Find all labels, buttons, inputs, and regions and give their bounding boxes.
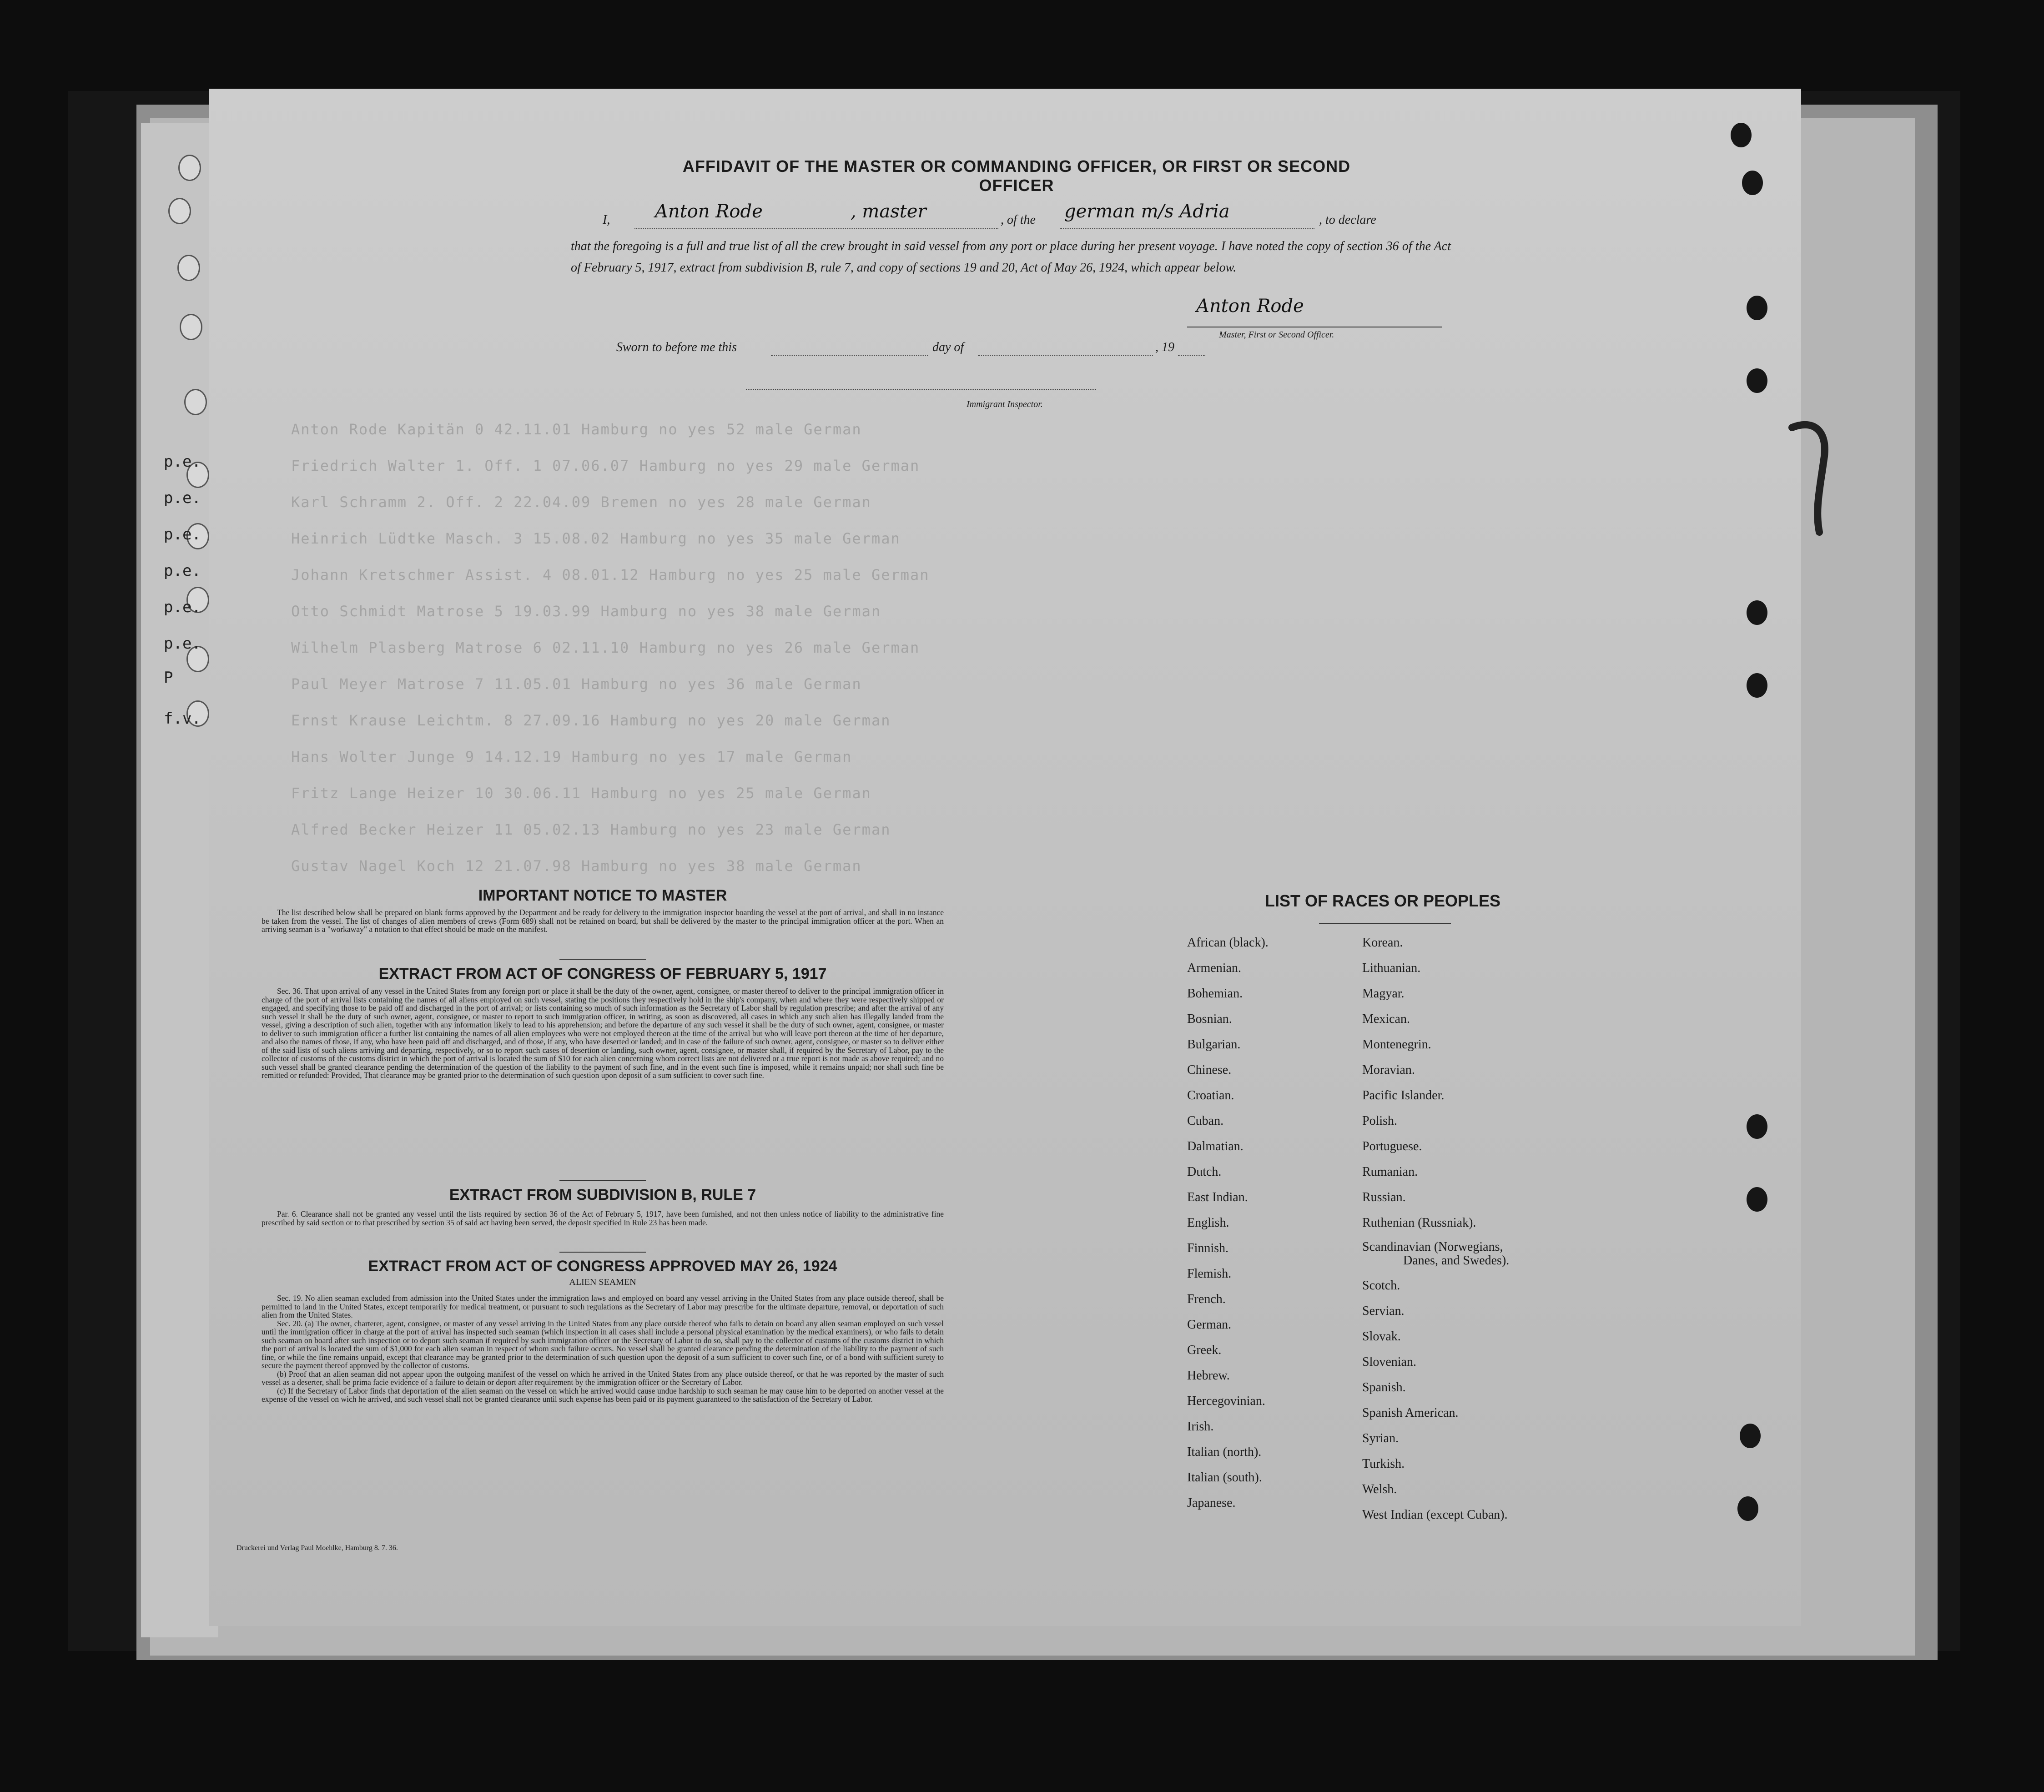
- bleed-row: Gustav Nagel Koch 12 21.07.98 Hamburg no yes 38 male German: [291, 857, 862, 875]
- race-item: Japanese.: [1187, 1496, 1236, 1510]
- sworn-year-line: [1178, 355, 1205, 356]
- race-item: Dalmatian.: [1187, 1139, 1244, 1153]
- race-item: Slovenian.: [1362, 1355, 1416, 1369]
- sworn-day-line: [771, 355, 928, 356]
- race-item: Ruthenian (Russniak).: [1362, 1216, 1476, 1230]
- race-item: French.: [1187, 1292, 1226, 1306]
- race-item: Bosnian.: [1187, 1012, 1232, 1026]
- extract-1924-title: EXTRACT FROM ACT OF CONGRESS APPROVED MAY 26, 1924: [368, 1258, 837, 1275]
- strip-code: p.e.: [164, 489, 201, 507]
- rank-handwritten: , master: [851, 201, 926, 222]
- vessel-name-handwritten: german m/s Adria: [1064, 201, 1230, 222]
- race-item: Spanish American.: [1362, 1406, 1459, 1420]
- bleed-row: Friedrich Walter 1. Off. 1 07.06.07 Hamburg no yes 29 male German: [291, 457, 920, 474]
- strip-code: p.e.: [164, 598, 201, 616]
- race-item: Cuban.: [1187, 1114, 1224, 1128]
- notice-title: IMPORTANT NOTICE TO MASTER: [478, 887, 727, 904]
- to-declare-label: , to declare: [1319, 213, 1376, 227]
- race-item: Irish.: [1187, 1420, 1214, 1434]
- bleed-row: Ernst Krause Leichtm. 8 27.09.16 Hamburg no yes 20 male German: [291, 712, 891, 729]
- day-of-label: day of: [932, 340, 964, 354]
- race-item: Portuguese.: [1362, 1139, 1422, 1153]
- vessel-dotted-line: [1060, 228, 1314, 229]
- strip-code: f.v.: [164, 710, 201, 728]
- race-item: Croatian.: [1187, 1088, 1234, 1102]
- left-binding-strip: [141, 123, 218, 1637]
- race-item: Russian.: [1362, 1190, 1406, 1204]
- master-officer-label: Master, First or Second Officer.: [1219, 330, 1334, 340]
- race-item: Rumanian.: [1362, 1165, 1418, 1179]
- race-item: Chinese.: [1187, 1063, 1232, 1077]
- bleed-row: Paul Meyer Matrose 7 11.05.01 Hamburg no yes 36 male German: [291, 675, 862, 693]
- race-item: English.: [1187, 1216, 1229, 1230]
- affidavit-title: AFFIDAVIT OF THE MASTER OR COMMANDING OFFICER, OR FIRST OR SECOND OFFICER: [682, 157, 1351, 195]
- race-item: Greek.: [1187, 1343, 1222, 1357]
- race-item: Moravian.: [1362, 1063, 1415, 1077]
- race-item: West Indian (except Cuban).: [1362, 1508, 1508, 1522]
- race-item: Servian.: [1362, 1304, 1405, 1318]
- alien-seamen-subtitle: ALIEN SEAMEN: [569, 1277, 636, 1287]
- race-item: Armenian.: [1187, 961, 1241, 975]
- year-label: , 19: [1155, 340, 1174, 354]
- sworn-month-line: [978, 355, 1153, 356]
- race-item: Italian (south).: [1187, 1470, 1262, 1485]
- section-divider: [559, 1252, 646, 1253]
- race-item: Spanish.: [1362, 1380, 1406, 1394]
- strip-code: P: [164, 669, 173, 687]
- extract-1917-title: EXTRACT FROM ACT OF CONGRESS OF FEBRUARY 5, 1917: [378, 965, 827, 982]
- race-item: Dutch.: [1187, 1165, 1222, 1179]
- inspector-line: [746, 389, 1096, 390]
- name-dotted-line: [634, 228, 998, 229]
- race-item: Flemish.: [1187, 1267, 1232, 1281]
- race-item: Finnish.: [1187, 1241, 1229, 1255]
- race-item: Danes, and Swedes).: [1403, 1253, 1510, 1268]
- bleed-row: Karl Schramm 2. Off. 2 22.04.09 Bremen no yes 28 male German: [291, 493, 871, 511]
- section-divider: [559, 959, 646, 960]
- race-item: Hercegovinian.: [1187, 1394, 1265, 1408]
- bleed-row: Johann Kretschmer Assist. 4 08.01.12 Hamburg no yes 25 male German: [291, 566, 930, 584]
- races-column-1: [1187, 930, 1269, 1516]
- bleed-row: Fritz Lange Heizer 10 30.06.11 Hamburg no yes 25 male German: [291, 785, 871, 802]
- notice-text: The list described below shall be prepared on blank forms approved by the Department and be ready for delivery to the immigration inspector boarding the vessel at the port of arrival, and shall in no instance be taken from the vessel. The list of changes of alien members of crews (Form 689) shall not be retained on board, but shall be delivered by the master to the principal immigration officer at the port. When an arriving seaman is a "workaway" a notation to that effect should be made on the manifest.: [262, 908, 944, 934]
- strip-code: p.e.: [164, 453, 201, 471]
- ink-stroke-graphic: [1787, 418, 1842, 537]
- strip-code: p.e.: [164, 634, 201, 653]
- of-the-label: , of the: [1001, 213, 1036, 227]
- races-column-2: [1362, 930, 1509, 1528]
- race-item: Slovak.: [1362, 1329, 1401, 1344]
- bleed-row: Wilhelm Plasberg Matrose 6 02.11.10 Hamburg no yes 26 male German: [291, 639, 920, 656]
- race-item: Mexican.: [1362, 1012, 1410, 1026]
- bleed-row: Alfred Becker Heizer 11 05.02.13 Hamburg no yes 23 male German: [291, 821, 891, 838]
- bleed-row: Otto Schmidt Matrose 5 19.03.99 Hamburg no yes 38 male German: [291, 603, 881, 620]
- race-item: Korean.: [1362, 936, 1403, 950]
- race-item: Italian (north).: [1187, 1445, 1262, 1459]
- race-item: Montenegrin.: [1362, 1037, 1431, 1052]
- affidavit-body: that the foregoing is a full and true list of all the crew brought in said vessel from any port or place during her present voyage. I have noted the copy of section 36 of the Act of February 5, 1917, extract from subdivision B, rule 7, and copy of sections 19 and 20, Act of May 26, 1924, which appear below.: [571, 239, 1451, 275]
- inspector-label: Immigrant Inspector.: [967, 399, 1043, 409]
- strip-code: p.e.: [164, 562, 201, 580]
- race-item: Pacific Islander.: [1362, 1088, 1445, 1102]
- race-item: Bohemian.: [1187, 987, 1243, 1001]
- race-item: Hebrew.: [1187, 1369, 1230, 1383]
- strip-code: p.e.: [164, 525, 201, 544]
- races-divider: [1319, 923, 1451, 924]
- bleed-row: Heinrich Lüdtke Masch. 3 15.08.02 Hamburg no yes 35 male German: [291, 530, 901, 547]
- sworn-label: Sworn to before me this: [616, 340, 737, 354]
- race-item: Bulgarian.: [1187, 1037, 1241, 1052]
- race-item: Turkish.: [1362, 1457, 1405, 1471]
- race-item: Polish.: [1362, 1114, 1398, 1128]
- signature-handwritten: Anton Rode: [1196, 296, 1304, 317]
- race-item: African (black).: [1187, 936, 1269, 950]
- race-item: Welsh.: [1362, 1482, 1397, 1496]
- extract-1917-text: Sec. 36. That upon arrival of any vessel in the United States from any foreign port or place it shall be the duty of the owner, agent, consignee, or master thereof to deliver to the principal immigration officer in charge of the port of arrival lists containing the names of all aliens employed on such vessel, stating the positions they respectively hold in the ship's company, when and where they were respectively shipped or engaged, and specifying those to be paid off and discharged in the port of arrival; or lists containing so much of such information as the Secretary of Labor shall by regulation prescribe; and after the arrival of any such vessel it shall be the duty of such owner, agent, consignee, or master to report to such immigration officer, in writing, as soon as discovered, all cases in which any such alien has illegally landed from the vessel, giving a description of such alien, together with any information likely to lead to his apprehension; and before the departure of any such vessel it shall be the duty of such owner, agent, consignee, or master to deliver to such immigration officer a further list containing the names of all alien employees who were not employed thereon at the time of the arrival but who will leave port thereon at the time of her departure, and also the names of those, if any, who have been paid off and discharged, and of those, if any, who have deserted or landed; and in case of the failure of such owner, agent, consignee, or master so to deliver either of the said lists of such aliens arriving and departing, respectively, or so to report such cases of desertion or landing, such owner, agent, consignee, or master shall, if required by the Secretary of Labor, pay to the collector of customs of the customs district in which the port of arrival is located the sum of $10 for each alien concerning whom correct lists are not delivered or a true report is not made as above required; and no such vessel shall be granted clearance pending the determination of the question of the liability to the payment of such fine, and in the event such fine is imposed, while it remains unpaid; nor shall such fine be remitted or refunded: Provided, That clearance may be granted prior to the determination of such question upon deposit of a sum sufficient to cover such fine.: [262, 987, 944, 1080]
- printer-footer: Druckerei und Verlag Paul Moehlke, Hamburg 8. 7. 36.: [237, 1544, 398, 1552]
- affidavit-i: I,: [603, 213, 610, 227]
- race-item: Scandinavian (Norwegians,: [1362, 1240, 1503, 1254]
- extract-rule7-text: Par. 6. Clearance shall not be granted any vessel until the lists required by section 36 of the Act of February 5, 1917, have been furnished, and not then unless notice of liability to the administrative fine prescribed by said section or to that prescribed by section 35 of said act having been served, the deposit specified in Rule 23 has been made.: [262, 1209, 944, 1227]
- bleed-row: Hans Wolter Junge 9 14.12.19 Hamburg no yes 17 male German: [291, 748, 852, 765]
- races-title: LIST OF RACES OR PEOPLES: [1264, 891, 1501, 910]
- extract-rule7-title: EXTRACT FROM SUBDIVISION B, RULE 7: [449, 1186, 756, 1203]
- race-item: German.: [1187, 1318, 1232, 1332]
- race-item: Syrian.: [1362, 1431, 1399, 1445]
- race-item: Magyar.: [1362, 987, 1405, 1001]
- bleed-row: Anton Rode Kapitän 0 42.11.01 Hamburg no yes 52 male German: [291, 421, 862, 438]
- master-name-handwritten: Anton Rode: [655, 201, 763, 222]
- section-divider: [559, 1180, 646, 1181]
- extract-1924-text: Sec. 19. No alien seaman excluded from admission into the United States under the immigration laws and employed on board any vessel arriving in the United States from any place outside thereof, shall be permitted to land in the United States, except temporarily for medical treatment, or pursuant to such regulations as the Secretary of Labor may prescribe for the ultimate departure, removal, or deportation of such alien from the United States. Sec. 20. (a) The owner, charterer, agent, consignee, or master of any vessel arriving in the United States from any place outside thereof who fails to detain on board any alien seaman employed on such vessel until the immigration officer in charge at the port of arrival has inspected such seaman (which inspection in all cases shall include a personal physical examination by the medical examiners), or who fails to detain such seaman on board after such inspection or to deport such seaman if required by such immigration officer or the Secretary of Labor to do so, shall pay to the collector of customs of the customs district in which the port of arrival is located the sum of $1,000 for each alien seaman in respect of whom such failure occurs. No vessel shall be granted clearance pending the determination of the liability to the payment of such fine, or while the fine remains unpaid, except that clearance may be granted prior to the determination of such question upon the deposit of a sum sufficient to cover such fine, or of a bond with sufficient surety to secure the payment thereof approved by the collector of customs. (b) Proof that an alien seaman did not appear upon the outgoing manifest of the vessel on which he arrived in the United States from any place outside thereof, or that he was reported by the master of such vessel as a deserter, shall be prima facie evidence of a failure to detain or deport after requirement by the immigration officer or the Secretary of Labor. (c) If the Secretary of Labor finds that deportation of the alien seaman on the vessel on which he arrived would cause undue hardship to such seaman he may cause him to be deported on another vessel at the expense of the vessel on wich he arrived, and such vessel shall not be granted clearance until such expense has been paid or its payment guaranteed to the satisfaction of the Secretary of Labor.: [262, 1294, 944, 1404]
- race-item: Scotch.: [1362, 1279, 1400, 1293]
- race-item: East Indian.: [1187, 1190, 1248, 1204]
- race-item: Lithuanian.: [1362, 961, 1421, 975]
